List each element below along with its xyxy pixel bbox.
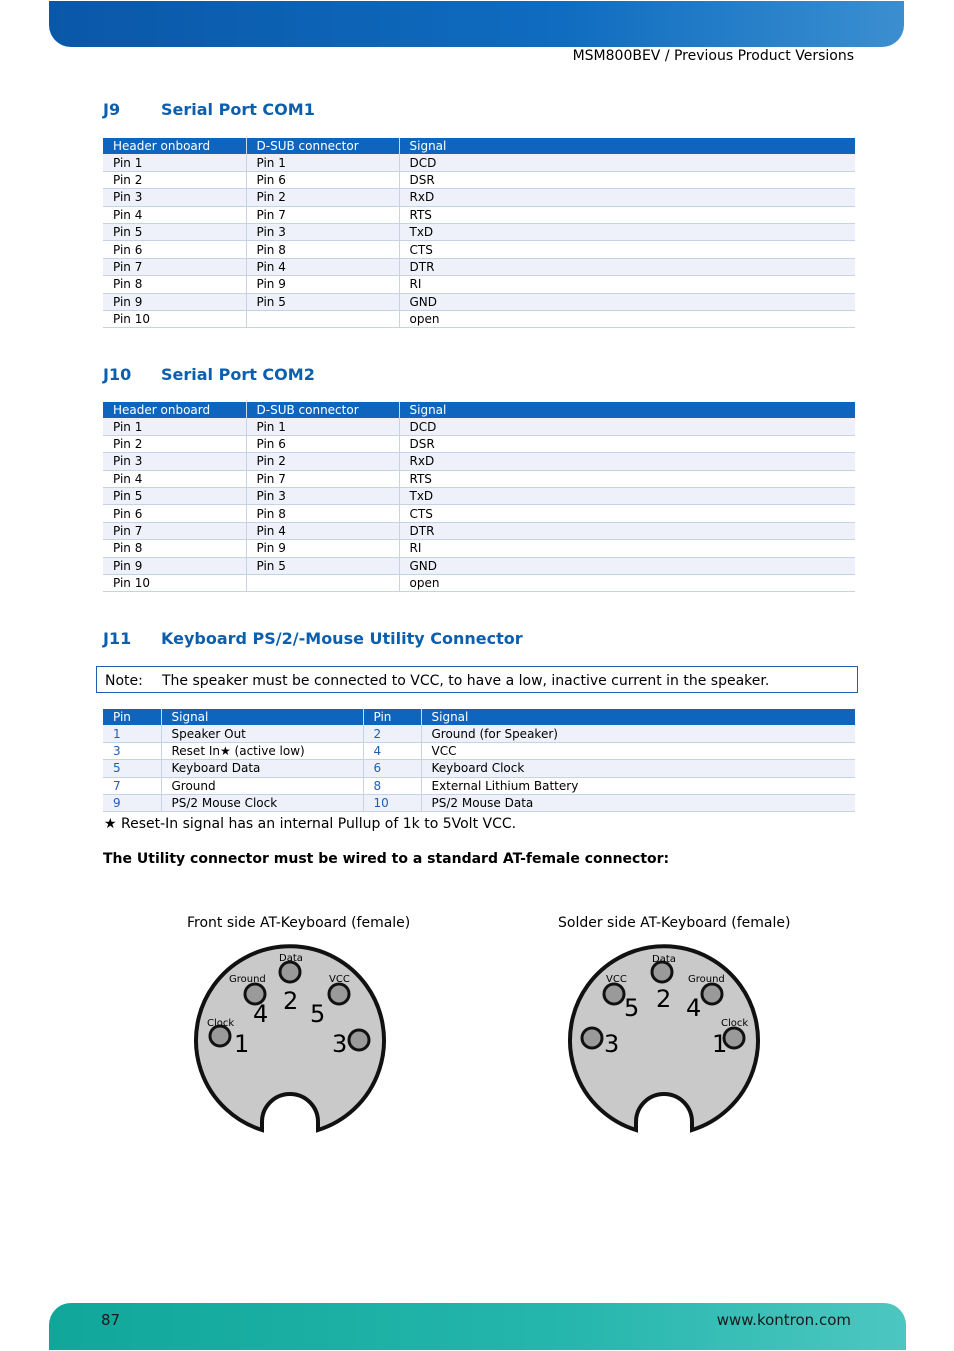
table-cell: Pin 8 — [246, 241, 399, 258]
solder-connector-diagram — [566, 944, 762, 1136]
table-cell: Pin 9 — [103, 557, 246, 574]
table-cell: RTS — [399, 470, 855, 487]
table-cell: Pin 7 — [103, 258, 246, 275]
table-cell: 6 — [363, 760, 421, 777]
footnote: ★ Reset-In signal has an internal Pullup of 1k to 5Volt VCC. — [104, 816, 517, 832]
table-row — [103, 522, 855, 539]
pin-data — [280, 962, 300, 982]
column-header: Pin — [103, 709, 161, 725]
table-cell: Pin 3 — [246, 223, 399, 240]
label-ground: Ground — [229, 974, 266, 985]
table-cell: PS/2 Mouse Data — [421, 794, 855, 811]
table-cell: 4 — [363, 742, 421, 759]
table-cell: Pin 2 — [103, 435, 246, 452]
table-row — [103, 760, 855, 777]
table-cell: Pin 9 — [246, 540, 399, 557]
heading-title: Serial Port COM1 — [161, 100, 315, 119]
table-cell: TxD — [399, 223, 855, 240]
table-row — [103, 557, 855, 574]
table-cell: 10 — [363, 794, 421, 811]
heading-title: Keyboard PS/2/-Mouse Utility Connector — [161, 629, 523, 648]
label-5: 5 — [624, 994, 640, 1022]
table-cell: Pin 3 — [246, 487, 399, 504]
table-row — [103, 487, 855, 504]
table-cell: Pin 10 — [103, 574, 246, 591]
table-cell: Ground (for Speaker) — [421, 725, 855, 742]
label-ground: Ground — [688, 974, 725, 985]
front-caption: Front side AT-Keyboard (female) — [187, 915, 411, 931]
table-row — [103, 223, 855, 240]
table-cell: RI — [399, 276, 855, 293]
table-cell: Pin 7 — [103, 522, 246, 539]
table-cell: Pin 2 — [246, 453, 399, 470]
table-row — [103, 435, 855, 452]
pin-ground — [702, 984, 722, 1004]
table-row — [103, 777, 855, 794]
table-cell: Pin 6 — [103, 505, 246, 522]
table-cell: CTS — [399, 505, 855, 522]
table-cell: Ground — [161, 777, 363, 794]
table-cell: DCD — [399, 154, 855, 171]
front-connector-diagram — [192, 944, 388, 1136]
heading-title: Serial Port COM2 — [161, 365, 315, 384]
pin-3 — [582, 1028, 602, 1048]
column-header: Signal — [161, 709, 363, 725]
table-cell: VCC — [421, 742, 855, 759]
table-cell: Pin 5 — [103, 223, 246, 240]
pin-vcc — [329, 984, 349, 1004]
table-cell: Pin 8 — [246, 505, 399, 522]
label-data: Data — [652, 954, 676, 965]
column-header: D-SUB connector — [246, 402, 399, 418]
table-cell: Pin 4 — [103, 206, 246, 223]
table-row — [103, 258, 855, 275]
table-cell: Pin 2 — [246, 189, 399, 206]
table-row — [103, 293, 855, 310]
table-row — [103, 574, 855, 591]
table-cell: RI — [399, 540, 855, 557]
table-row — [103, 540, 855, 557]
label-1: 1 — [712, 1030, 728, 1058]
table-cell: Pin 10 — [103, 310, 246, 327]
table-row — [103, 418, 855, 435]
table-row — [103, 154, 855, 171]
table-cell: Reset In★ (active low) — [161, 742, 363, 759]
table-cell: RxD — [399, 189, 855, 206]
table-cell — [246, 310, 399, 327]
table-cell: 2 — [363, 725, 421, 742]
table-cell: CTS — [399, 241, 855, 258]
table-cell: 3 — [103, 742, 161, 759]
table-cell: Pin 1 — [103, 418, 246, 435]
note-label: Note: — [105, 673, 143, 689]
table-cell: Pin 4 — [103, 470, 246, 487]
column-header: Signal — [399, 138, 855, 154]
label-data: Data — [279, 953, 303, 964]
table-cell: 8 — [363, 777, 421, 794]
column-header: Header onboard — [103, 402, 246, 418]
pin-3 — [349, 1030, 369, 1050]
table-cell — [246, 574, 399, 591]
column-header: Pin — [363, 709, 421, 725]
table-cell: GND — [399, 557, 855, 574]
table-cell: Pin 5 — [103, 487, 246, 504]
table-row — [103, 505, 855, 522]
table-cell: Speaker Out — [161, 725, 363, 742]
table-row — [103, 742, 855, 759]
table-row — [103, 171, 855, 188]
label-vcc: VCC — [606, 974, 627, 985]
table-cell: Pin 7 — [246, 470, 399, 487]
table-cell: Pin 8 — [103, 276, 246, 293]
product-title: MSM800BEV / Previous Product Versions — [572, 48, 854, 64]
table-cell: Pin 3 — [103, 453, 246, 470]
table-cell: DSR — [399, 171, 855, 188]
table-cell: Keyboard Data — [161, 760, 363, 777]
table-cell: 9 — [103, 794, 161, 811]
table-cell: Pin 9 — [103, 293, 246, 310]
table-row — [103, 310, 855, 327]
column-header: Signal — [421, 709, 855, 725]
table-row — [103, 206, 855, 223]
label-clock: Clock — [721, 1018, 749, 1029]
table-cell: open — [399, 574, 855, 591]
label-vcc: VCC — [329, 974, 350, 985]
label-clock: Clock — [207, 1018, 235, 1029]
heading-number: J10 — [103, 365, 132, 384]
table-cell: Pin 7 — [246, 206, 399, 223]
table-cell: Pin 4 — [246, 522, 399, 539]
table-row — [103, 453, 855, 470]
label-1: 1 — [234, 1030, 250, 1058]
table-cell: RTS — [399, 206, 855, 223]
heading-number: J11 — [103, 629, 132, 648]
label-2: 2 — [283, 987, 299, 1015]
note-text: The speaker must be connected to VCC, to have a low, inactive current in the speaker. — [162, 673, 770, 689]
table-cell: Pin 2 — [103, 171, 246, 188]
website-link[interactable]: www.kontron.com — [716, 1311, 851, 1329]
table-row — [103, 276, 855, 293]
heading-number: J9 — [103, 100, 121, 119]
table-j9 — [103, 138, 855, 328]
heading-j10 — [103, 365, 315, 384]
table-cell: Pin 3 — [103, 189, 246, 206]
header-bar — [49, 1, 904, 47]
label-4: 4 — [686, 994, 702, 1022]
table-j10 — [103, 402, 855, 592]
table-row — [103, 794, 855, 811]
table-cell: DCD — [399, 418, 855, 435]
table-cell: RxD — [399, 453, 855, 470]
table-cell: Pin 6 — [246, 435, 399, 452]
table-cell: External Lithium Battery — [421, 777, 855, 794]
label-3: 3 — [604, 1030, 620, 1058]
table-cell: Pin 1 — [103, 154, 246, 171]
column-header: Signal — [399, 402, 855, 418]
wiring-note: The Utility connector must be wired to a standard AT-female connector: — [103, 851, 670, 867]
table-row — [103, 470, 855, 487]
label-4: 4 — [253, 1000, 269, 1028]
table-cell: GND — [399, 293, 855, 310]
table-cell: DTR — [399, 522, 855, 539]
heading-j9 — [103, 100, 315, 119]
table-row — [103, 241, 855, 258]
table-cell: 7 — [103, 777, 161, 794]
table-cell: Pin 6 — [103, 241, 246, 258]
label-2: 2 — [656, 985, 672, 1013]
column-header: D-SUB connector — [246, 138, 399, 154]
table-cell: open — [399, 310, 855, 327]
table-cell: Pin 4 — [246, 258, 399, 275]
label-5: 5 — [310, 1000, 326, 1028]
table-cell: Pin 6 — [246, 171, 399, 188]
table-row — [103, 725, 855, 742]
table-cell: 5 — [103, 760, 161, 777]
table-cell: Pin 1 — [246, 418, 399, 435]
table-cell: Pin 8 — [103, 540, 246, 557]
pin-vcc — [604, 984, 624, 1004]
solder-caption: Solder side AT-Keyboard (female) — [558, 915, 791, 931]
note-box — [96, 666, 858, 693]
table-row — [103, 189, 855, 206]
footer-bar — [49, 1303, 906, 1350]
table-j11 — [103, 709, 855, 812]
table-cell: DSR — [399, 435, 855, 452]
column-header: Header onboard — [103, 138, 246, 154]
label-3: 3 — [332, 1030, 348, 1058]
table-cell: 1 — [103, 725, 161, 742]
heading-j11 — [103, 629, 523, 648]
table-cell: Pin 9 — [246, 276, 399, 293]
table-cell: Pin 5 — [246, 557, 399, 574]
table-cell: DTR — [399, 258, 855, 275]
table-cell: TxD — [399, 487, 855, 504]
table-cell: Keyboard Clock — [421, 760, 855, 777]
pin-data — [652, 962, 672, 982]
table-cell: Pin 5 — [246, 293, 399, 310]
table-cell: Pin 1 — [246, 154, 399, 171]
page-number: 87 — [101, 1311, 121, 1329]
pin-clock — [210, 1026, 230, 1046]
table-cell: PS/2 Mouse Clock — [161, 794, 363, 811]
